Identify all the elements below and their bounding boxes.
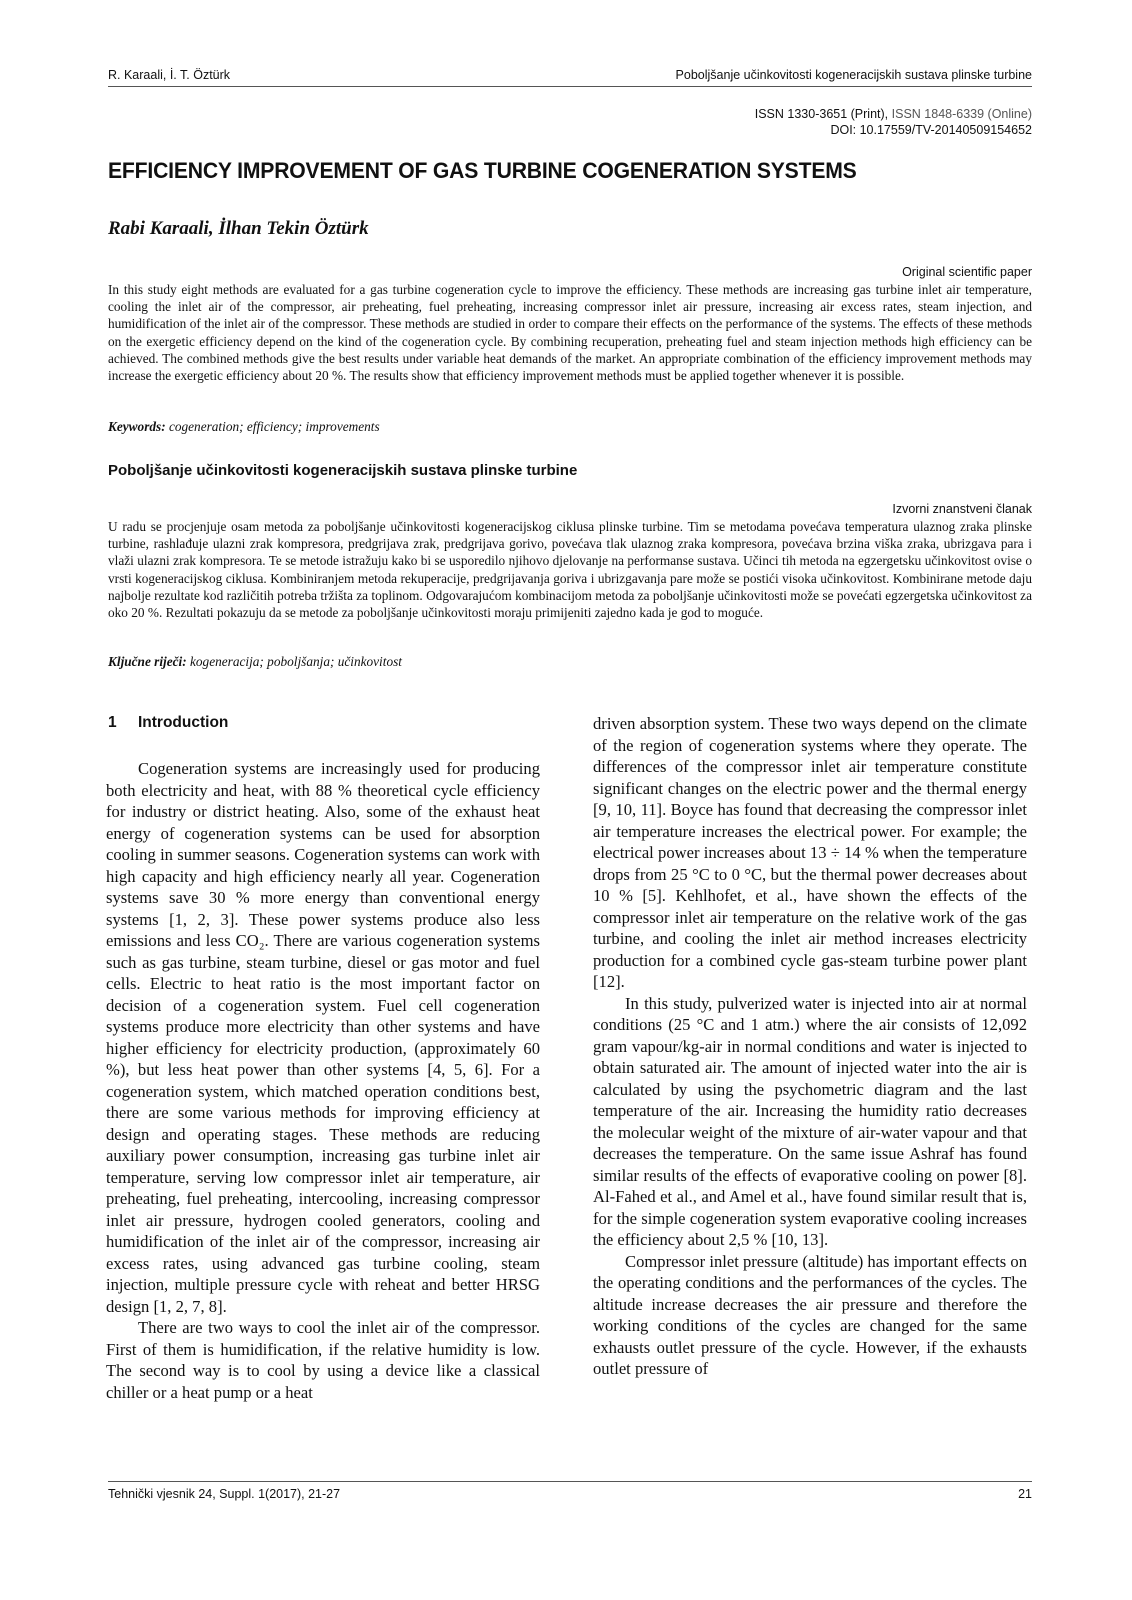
keywords-value-hr: kogeneracija; poboljšanja; učinkovitost bbox=[190, 654, 402, 669]
section-number: 1 bbox=[108, 714, 117, 731]
running-header bbox=[108, 66, 1032, 87]
body-paragraph: Cogeneration systems are increasingly used for producing both electricity and heat, with 88 % theoretical cycle efficiency for industry or district heating. Also, some of the exhaust heat energy of cogeneration systems can be used for absorption cooling in summer seasons. Cogeneration systems can work with high capacity and high efficiency nearly all year. Cogeneration systems save 30 % more energy than conventional energy systems [1, 2, 3]. These power systems produce also less emissions and less CO₂. There are various cogeneration systems such as gas turbine, steam turbine, diesel or gas motor and fuel cells. Electric to heat ratio is the most important factor on decision of a cogeneration system. Fuel cell cogeneration systems produce more electricity than other systems and have higher efficiency for electricity production, (approximately 60 %), but less heat power than other systems [4, 5, 6]. For a cogeneration system, which matched operation conditions best, there are some various methods for improving efficiency at design and operating stages. These methods are reducing auxiliary power consumption, increasing gas turbine inlet air temperature, serving low compressor inlet air temperature, air preheating, fuel preheating, intercooling, increasing compressor inlet air pressure, hydrogen cooled generators, cooling and humidification of the inlet air of the compressor, increasing air excess rates, using advanced gas turbine cooling, steam injection, multiple pressure cycle with reheat and better HRSG design [1, 2, 7, 8]. bbox=[106, 759, 540, 1316]
paper-authors: Rabi Karaali, İlhan Tekin Öztürk bbox=[108, 218, 369, 239]
keywords-value-en: cogeneration; efficiency; improvements bbox=[168, 419, 380, 434]
abstract-hr: U radu se procjenjuje osam metoda za poboljšanje učinkovitosti kogeneracijskog ciklusa plinske turbine. Tim se metodama povećava temperatura ulaznog zraka plinske turbine, rashlađuje ulazni zrak kompresora, predgrijava zrak, predgrijava gorivo, povećava tlak ulaznog zraka kompresora, povećava brzina viška zraka, ubrizgava para i vlaži ulazni zrak kompresora. Te se metode istražuju kako bi se usporedilo njihovo djelovanje na performanse sustava. Učinci tih metoda na egzergetsku učinkovitost ovise o vrsti kogeneracijskog ciklusa. Kombiniranjem metoda rekuperacije, predgrijavanja goriva i ubrizgavanja pare može se postići visoka učinkovitost. Kombinirane metode daju najbolje rezultate kod različitih potreba tržišta za toplinom. Odgovarajućom kombinacijom metoda za poboljšanje učinkovitosti može se povećati egzergetska učinkovitost za oko 20 %. Rezultati pokazuju da se metode za poboljšanje učinkovitosti moraju primijeniti zajedno kada je god to moguće. bbox=[108, 519, 1032, 621]
paper-title: EFFICIENCY IMPROVEMENT OF GAS TURBINE COGENERATION SYSTEMS bbox=[108, 158, 857, 183]
left-column bbox=[106, 758, 540, 1403]
paper-type-en: Original scientific paper bbox=[902, 265, 1032, 279]
section-heading bbox=[108, 714, 228, 732]
header-running-title: Poboljšanje učinkovitosti kogeneracijskih sustava plinske turbine bbox=[675, 68, 1032, 82]
body-paragraph: There are two ways to cool the inlet air of the compressor. First of them is humidification, if the relative humidity is low. The second way is to cool by using a device like a classical chiller or a heat pump or a heat bbox=[106, 1318, 540, 1402]
paper-type-hr: Izvorni znanstveni članak bbox=[892, 502, 1032, 516]
body-paragraph: driven absorption system. These two ways depend on the climate of the region of cogeneration systems where they operate. The differences of the compressor inlet air temperature constitute significant changes on the electric power and the thermal energy [9, 10, 11]. Boyce has found that decreasing the compressor inlet air temperature increases the electrical power. For example; the electrical power increases about 13 ÷ 14 % when the temperature drops from 25 °C to 0 °C, but the thermal power decreases about 10 % [5]. Kehlhofet, et al., have shown the effects of the compressor inlet air temperature on the relative work of the gas turbine, and cooling the inlet air method increases electricity production for a combined cycle gas-steam turbine power plant [12]. bbox=[593, 714, 1027, 991]
keywords-label-en: Keywords: bbox=[108, 419, 166, 434]
issn-print: ISSN 1330-3651 (Print), bbox=[754, 107, 889, 121]
body-paragraph: Compressor inlet pressure (altitude) has important effects on the operating conditions and the performances of the cycles. The altitude increase decreases the air pressure and therefore the working conditions of the cycles are changed for the same exhausts outlet pressure of the cycle. However, if the exhausts outlet pressure of bbox=[593, 1251, 1027, 1378]
croatian-title: Poboljšanje učinkovitosti kogeneracijskih sustava plinske turbine bbox=[108, 462, 578, 479]
body-paragraph: In this study, pulverized water is injected into air at normal conditions (25 °C and 1 atm.) where the air consists of 12,092 gram vapour/kg-air in normal conditions and water is injected to obtain saturated air. The amount of injected water into the air is calculated by using the psychometric diagram and the last temperature of the air. Increasing the humidity ratio decreases the molecular weight of the mixture of air-water vapour and that decreases the temperature. On the same issue Ashraf has found similar results of the effects of evaporative cooling on power [8]. Al-Fahed et al., and Amel et al., have found similar result that is, for the simple cogeneration system evaporative cooling increases the efficiency about 2,5 % [10, 13]. bbox=[593, 993, 1027, 1249]
keywords-en bbox=[108, 419, 380, 435]
doi: DOI: 10.17559/TV-20140509154652 bbox=[830, 123, 1032, 137]
abstract-en: In this study eight methods are evaluated for a gas turbine cogeneration cycle to improve the efficiency. These methods are increasing gas turbine inlet air temperature, cooling the inlet air of the compressor, air preheating, fuel preheating, increasing compressor inlet air pressure, increasing air excess rates, steam injection, and humidification of the inlet air of the compressor. These methods are studied in order to compare their effects on the performance of the systems. The effects of these methods on the exergetic efficiency depend on the kind of the cogeneration cycle. By combining recuperation, preheating fuel and steam injection methods high efficiency can be achieved. The combined methods give the best results under variable heat demands of the market. An appropriate combination of the efficiency improvement methods may increase the exergetic efficiency about 20 %. The results show that efficiency improvement methods must be applied together whenever it is possible. bbox=[108, 282, 1032, 384]
right-column bbox=[593, 713, 1027, 1380]
footer-page-number: 21 bbox=[1018, 1487, 1032, 1501]
keywords-hr bbox=[108, 654, 402, 670]
section-title: Introduction bbox=[138, 714, 229, 731]
issn-block bbox=[755, 106, 1032, 138]
page-footer bbox=[108, 1481, 1032, 1502]
issn-online: ISSN 1848-6339 (Online) bbox=[891, 107, 1032, 121]
header-authors: R. Karaali, İ. T. Öztürk bbox=[108, 68, 231, 82]
footer-journal: Tehnički vjesnik 24, Suppl. 1(2017), 21-27 bbox=[108, 1487, 341, 1501]
keywords-label-hr: Ključne riječi: bbox=[108, 654, 187, 669]
